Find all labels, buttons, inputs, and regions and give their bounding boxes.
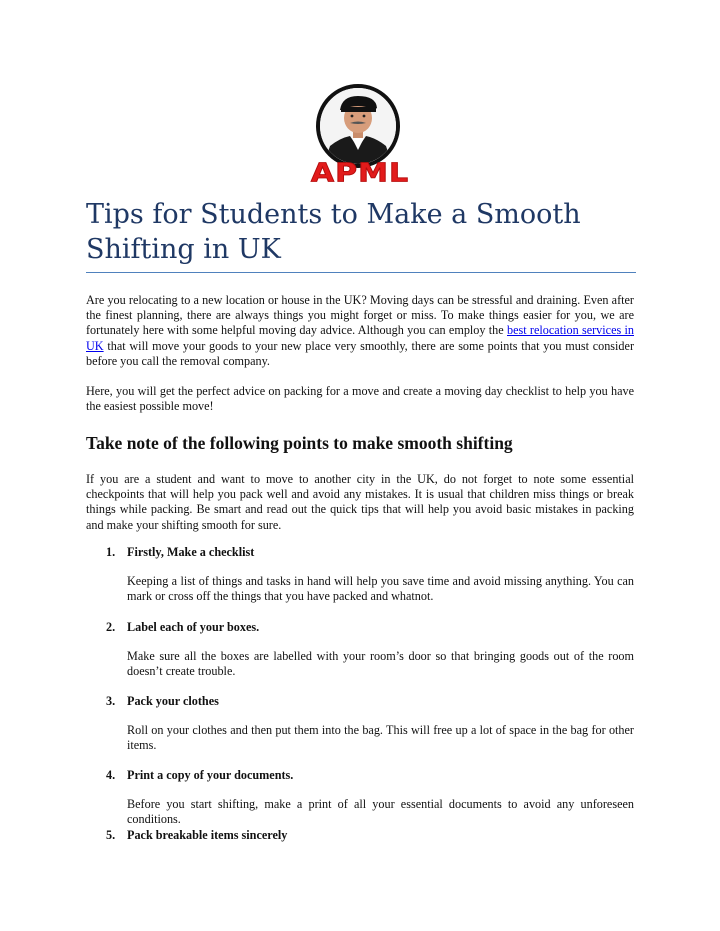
advice-paragraph: Here, you will get the perfect advice on packing for a move and create a moving day checklist to help you have the easiest possible move! [86,384,634,414]
relocation-services-link[interactable]: best relocation services in UK [86,323,634,353]
title-divider [86,272,636,273]
list-item-title: 3. Pack your clothes [106,694,219,708]
list-item-title: 4. Print a copy of your documents. [106,768,294,782]
logo-text: APML [310,158,410,189]
apml-logo [290,84,430,189]
list-item-body: Roll on your clothes and then put them into the bag. This will free up a lot of space in the bag for other items. [127,723,634,753]
intro-paragraph [86,293,634,369]
section-heading: Take note of the following points to make smooth shifting [86,433,513,453]
list-item-body: Make sure all the boxes are labelled with your room’s door so that bringing goods out of the room doesn’t create trouble. [127,649,634,679]
intro-text-start: Are you relocating to a new location or house in the UK? Moving days can be stressful and draining. Even after the finest planning, there are always things you might forget or miss. To make things easier for you, we are fortunately here with some helpful moving day advice. Although you can employ the [86,293,634,338]
student-paragraph: If you are a student and want to move to another city in the UK, do not forget to note some essential checkpoints that will help you pack well and avoid any mistakes. It is usual that children miss things or break things while packing. Be smart and read out the quick tips that will help you avoid basic mistakes in packing and make your shifting smooth for sure. [86,472,634,532]
list-item-title: 2. Label each of your boxes. [106,620,260,634]
list-item-title: 1. Firstly, Make a checklist [106,545,255,559]
page-title: Tips for Students to Make a Smooth Shifting in UK [86,199,581,265]
list-item-title: 5. Pack breakable items sincerely [106,828,288,842]
list-item-body: Keeping a list of things and tasks in hand will help you save time and avoid missing anything. You can mark or cross off the things that you have packed and whatnot. [127,574,634,604]
person-portrait-icon [316,84,400,168]
intro-text-end: that will move your goods to your new place very smoothly, there are some points that you must consider before you call the removal company. [86,338,634,368]
list-item-body: Before you start shifting, make a print of all your essential documents to avoid any unforeseen conditions. [127,797,634,827]
